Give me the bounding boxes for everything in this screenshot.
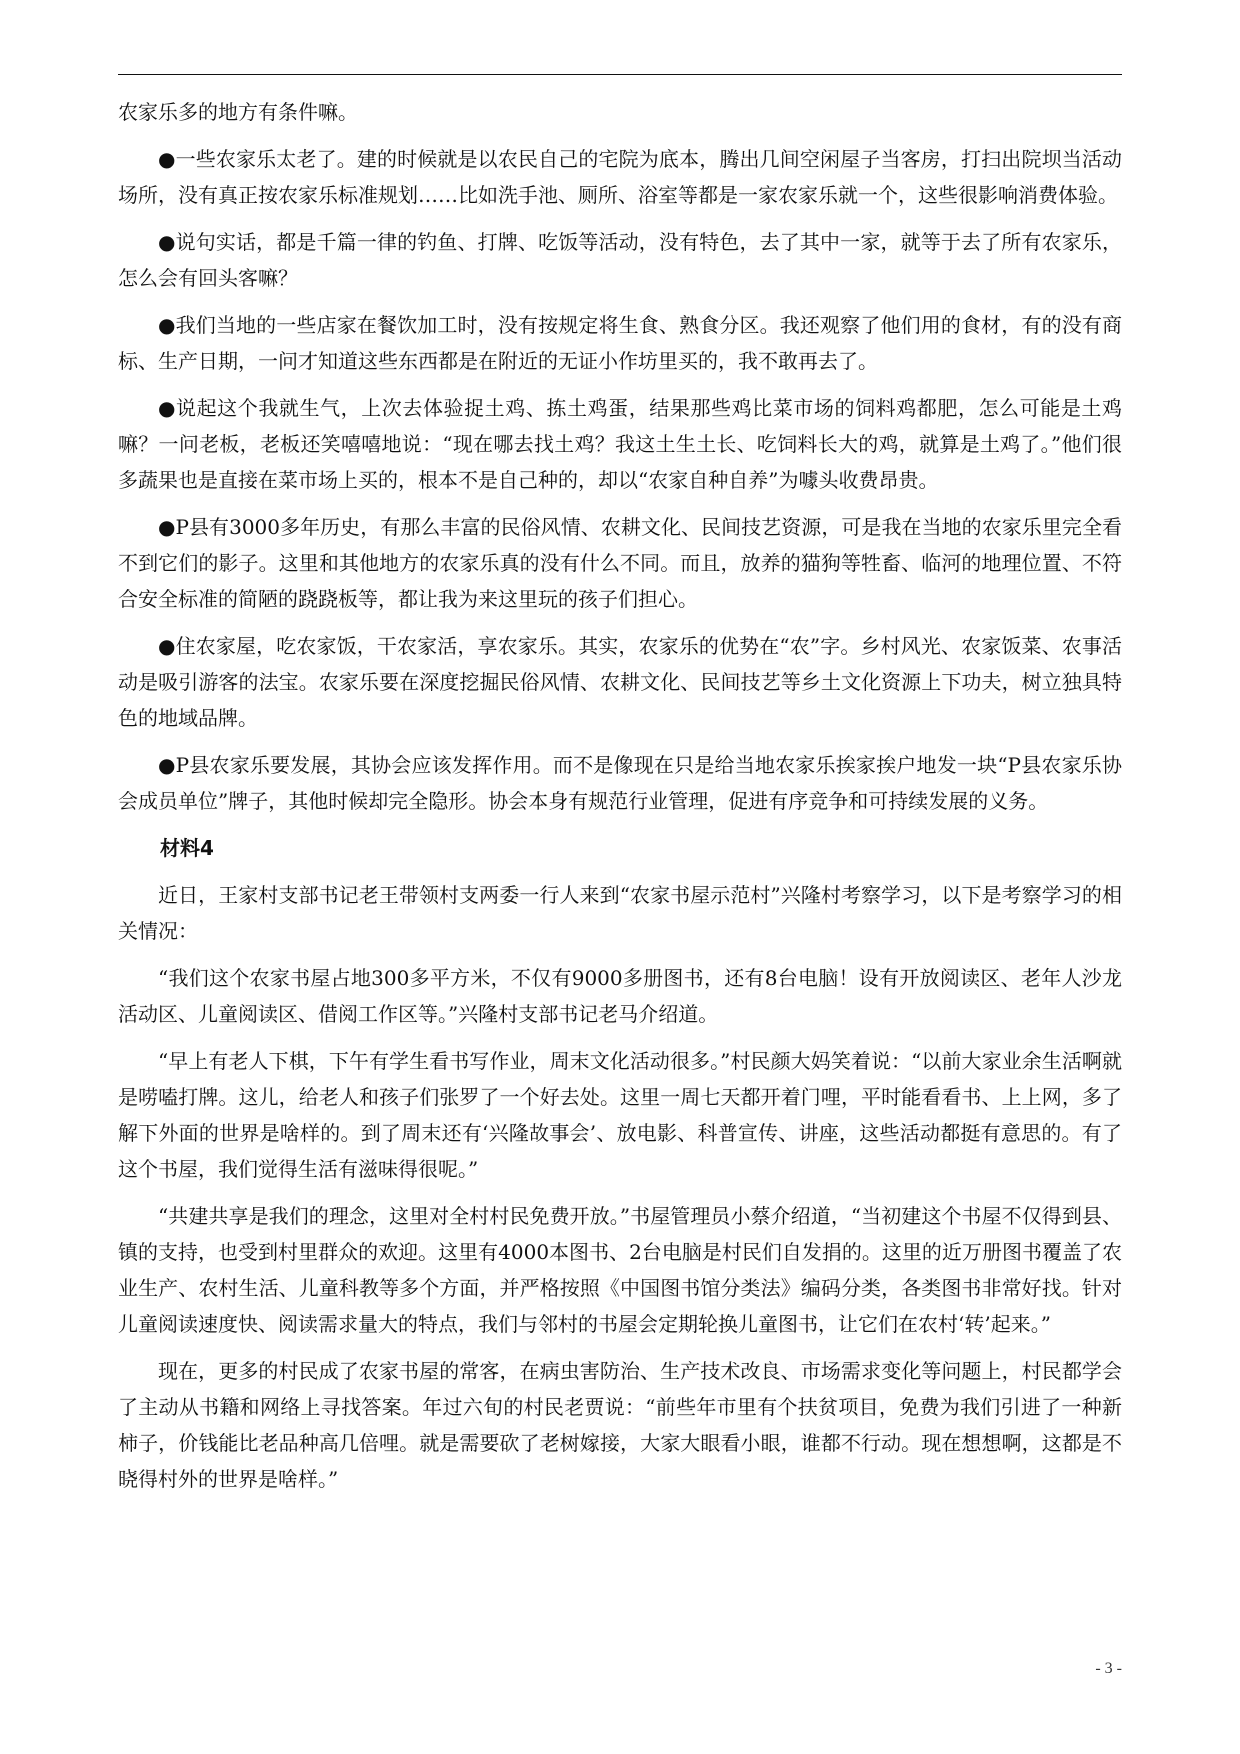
comment-paragraph: ●一些农家乐太老了。建的时候就是以农民自己的宅院为底本，腾出几间空闲屋子当客房，打扫出院坝当活动场所，没有真正按农家乐标准规划……比如洗手池、厕所、浴室等都是一家农家乐就一个，这些很影响消费体验。 — [118, 147, 1122, 207]
body-paragraph: 近日，王家村支部书记老王带领村支两委一行人来到“农家书屋示范村”兴隆村考察学习，以下是考察学习的相关情况： — [118, 883, 1122, 943]
opening-line: 农家乐多的地方有条件嘛。 — [118, 100, 358, 124]
header-rule — [118, 74, 1122, 75]
quote-paragraph: “早上有老人下棋，下午有学生看书写作业，周末文化活动很多。”村民颜大妈笑着说：“以前大家业余生活啊就是唠嗑打牌。这儿，给老人和孩子们张罗了一个好去处。这里一周七天都开着门哩，平时能看看书、上上网，多了解下外面的世界是啥样的。到了周末还有‘兴隆故事会’、放电影、科普宣传、讲座，这些活动都挺有意思的。有了这个书屋，我们觉得生活有滋味得很呢。” — [118, 1049, 1122, 1181]
comment-paragraph: ●我们当地的一些店家在餐饮加工时，没有按规定将生食、熟食分区。我还观察了他们用的食材，有的没有商标、生产日期，一问才知道这些东西都是在附近的无证小作坊里买的，我不敢再去了。 — [118, 313, 1122, 373]
document-body — [118, 94, 1122, 1508]
body-paragraph: 现在，更多的村民成了农家书屋的常客，在病虫害防治、生产技术改良、市场需求变化等问题上，村民都学会了主动从书籍和网络上寻找答案。年过六旬的村民老贾说：“前些年市里有个扶贫项目，免费为我们引进了一种新柿子，价钱能比老品种高几倍哩。就是需要砍了老树嫁接，大家大眼看小眼，谁都不行动。现在想想啊，这都是不晓得村外的世界是啥样。” — [118, 1359, 1122, 1491]
section-heading: 材料4 — [160, 836, 214, 860]
page-number: - 3 - — [1095, 1660, 1122, 1677]
comment-paragraph: ●P县农家乐要发展，其协会应该发挥作用。而不是像现在只是给当地农家乐挨家挨户地发一块“P县农家乐协会成员单位”牌子，其他时候却完全隐形。协会本身有规范行业管理，促进有序竞争和可持续发展的义务。 — [118, 753, 1122, 813]
comment-paragraph: ●住农家屋，吃农家饭，干农家活，享农家乐。其实，农家乐的优势在“农”字。乡村风光、农家饭菜、农事活动是吸引游客的法宝。农家乐要在深度挖掘民俗风情、农耕文化、民间技艺等乡土文化资源上下功夫，树立独具特色的地域品牌。 — [118, 634, 1122, 730]
quote-paragraph: “我们这个农家书屋占地300多平方米，不仅有9000多册图书，还有8台电脑！设有开放阅读区、老年人沙龙活动区、儿童阅读区、借阅工作区等。”兴隆村支部书记老马介绍道。 — [118, 966, 1122, 1026]
comment-paragraph: ●P县有3000多年历史，有那么丰富的民俗风情、农耕文化、民间技艺资源，可是我在当地的农家乐里完全看不到它们的影子。这里和其他地方的农家乐真的没有什么不同。而且，放养的猫狗等牲畜、临河的地理位置、不符合安全标准的简陋的跷跷板等，都让我为来这里玩的孩子们担心。 — [118, 515, 1122, 611]
quote-paragraph: “共建共享是我们的理念，这里对全村村民免费开放。”书屋管理员小蔡介绍道，“当初建这个书屋不仅得到县、镇的支持，也受到村里群众的欢迎。这里有4000本图书、2台电脑是村民们自发捐的。这里的近万册图书覆盖了农业生产、农村生活、儿童科教等多个方面，并严格按照《中国图书馆分类法》编码分类，各类图书非常好找。针对儿童阅读速度快、阅读需求量大的特点，我们与邻村的书屋会定期轮换儿童图书，让它们在农村‘转’起来。” — [118, 1204, 1122, 1336]
comment-paragraph: ●说句实话，都是千篇一律的钓鱼、打牌、吃饭等活动，没有特色，去了其中一家，就等于去了所有农家乐，怎么会有回头客嘛？ — [118, 230, 1122, 290]
comment-paragraph: ●说起这个我就生气，上次去体验捉土鸡、拣土鸡蛋，结果那些鸡比菜市场的饲料鸡都肥，怎么可能是土鸡嘛？一问老板，老板还笑嘻嘻地说：“现在哪去找土鸡？我这土生土长、吃饲料长大的鸡，就算是土鸡了。”他们很多蔬果也是直接在菜市场上买的，根本不是自己种的，却以“农家自种自养”为噱头收费昂贵。 — [118, 396, 1122, 492]
